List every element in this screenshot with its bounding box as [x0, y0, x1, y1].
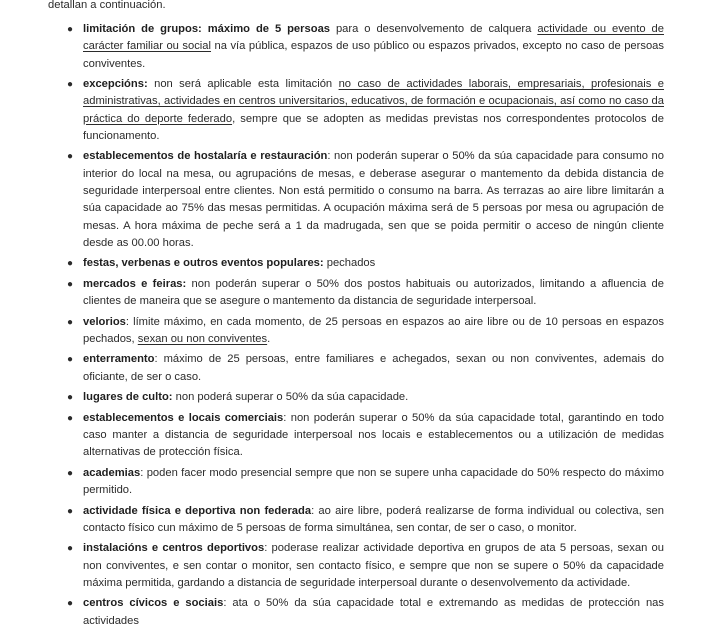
item-term: actividade física e deportiva non federada: [83, 504, 312, 517]
bullet-icon: ●: [67, 543, 74, 555]
item-term: instalacións e centros deportivos: [83, 542, 265, 555]
bullet-icon: ●: [67, 79, 74, 91]
item-term: velorios: [83, 315, 126, 328]
item-text: : ata o 50% da súa capacidade total e extremando as medidas de protección nas actividades: [83, 597, 664, 627]
item-term: establecementos de hostalaría e restauración: [83, 150, 328, 163]
intro-text: detallan a continuación.: [48, 0, 166, 11]
bullet-icon: ●: [67, 598, 74, 610]
item-text: para o desenvolvemento de calquera: [330, 23, 538, 35]
item-underlined-text: sexan ou non conviventes: [137, 332, 268, 345]
item-text: non poderá superar o 50% da súa capacidade.: [172, 391, 409, 404]
list-item: [0, 351, 664, 386]
item-term: limitación de grupos: máximo de 5 persoas: [83, 23, 331, 35]
item-text: : ao aire libre, poderá realizarse de forma individual ou colectiva, sen contacto físico cun máximo de 5 persoas de forma simultánea, sen contar, de ser o caso, o monitor.: [83, 504, 664, 534]
bullet-icon: ●: [67, 151, 74, 163]
item-text: na vía pública, espazos de uso público ou espazos privados, excepto no caso de persoas conviventes.: [83, 40, 665, 70]
list-item: [0, 410, 664, 462]
item-text: : non poderán superar o 50% da súa capacidade para consumo no interior do local na mesa, ou agrupacións de mesas, e deberase asegurar o mantemento da debida distancia de seguridade interpersoal entre clientes. Non está permitido o consumo na barra. As terrazas ao aire libre limitarán a súa capacidade ao 75% das mesas permitidas. A ocupación máxima será de 5 persoas por mesa ou agrupación de mesas. A hora máxima de peche será a 1 da madrugada, sen que se poida permitir o acceso de ningún cliente desde as 00.00 horas.: [83, 150, 665, 249]
item-text: : límite máximo, en cada momento, de 25 persoas en espazos ao aire libre ou de 10 persoas en espazos pechados,: [83, 315, 664, 345]
list-item: [0, 314, 664, 349]
bullet-icon: ●: [67, 258, 74, 270]
item-term: mercados e feiras:: [83, 277, 187, 290]
restrictions-list: [0, 21, 720, 633]
list-item: [0, 276, 664, 311]
item-text: : non poderán superar o 50% da súa capacidade total, garantindo en todo caso manter a distancia de seguridade interpersoal nos locais e establecementos ou a utilización de medidas alternativas de protección física.: [83, 411, 664, 459]
list-item: [0, 21, 664, 73]
item-term: festas, verbenas e outros eventos populares:: [83, 257, 324, 270]
item-text: : poderase realizar actividade deportiva en grupos de ata 5 persoas, sexan ou non conviventes, e sen contar o monitor, sen contacto físico, e sempre que non se supere o 50% da capacidade máxima permitida, gardando a distancia de seguridade interpersoal durante o desenvolvemento da actividade.: [83, 542, 664, 589]
item-underlined-text: actividade ou evento de carácter familiar ou social: [83, 23, 664, 53]
list-item: [0, 76, 664, 145]
item-text: .: [267, 332, 271, 345]
item-text: pechados: [323, 257, 376, 270]
item-term: enterramento: [83, 353, 155, 366]
list-item: [0, 540, 664, 592]
list-item: [0, 465, 664, 500]
list-item: [0, 255, 664, 272]
item-term: centros cívicos e sociais: [83, 597, 224, 610]
item-term: lugares de culto:: [83, 391, 173, 404]
item-text: non será aplicable esta limitación: [147, 78, 339, 91]
bullet-icon: ●: [67, 316, 74, 328]
list-item: [0, 389, 664, 406]
bullet-icon: ●: [67, 505, 74, 517]
item-term: academias: [83, 466, 141, 479]
bullet-icon: ●: [67, 467, 74, 479]
list-item: [0, 595, 664, 630]
bullet-icon: ●: [67, 278, 74, 290]
item-text: : máximo de 25 persoas, entre familiares e achegados, sexan ou non conviventes, ademais do oficiante, de ser o caso.: [83, 353, 664, 383]
bullet-icon: ●: [67, 354, 74, 366]
list-item: [0, 148, 664, 252]
bullet-icon: ●: [67, 24, 74, 35]
item-term: establecementos e locais comerciais: [83, 411, 284, 424]
item-text: non poderán superar o 50% dos postos habituais ou autorizados, limitando a afluencia de clientes de maneira que se asegure o mantemento da distancia de seguridade interpersoal.: [83, 277, 664, 308]
item-term: excepcións:: [83, 78, 148, 91]
item-underlined-text: no caso de actividades laborais, empresariais, profesionais e administrativas, actividades en centros universitarios, educativos, de formación e ocupacionais, así como no caso da práctica do deporte federado: [83, 78, 665, 125]
list-item: [0, 503, 664, 538]
bullet-icon: ●: [67, 392, 74, 404]
item-text: : poden facer modo presencial sempre que non se supere unha capacidade do 50% respecto do máximo permitido.: [83, 466, 664, 497]
item-text: , sempre que se adopten as medidas previstas nos correspondentes protocolos de funcionamento.: [83, 112, 664, 142]
bullet-icon: ●: [67, 412, 74, 424]
